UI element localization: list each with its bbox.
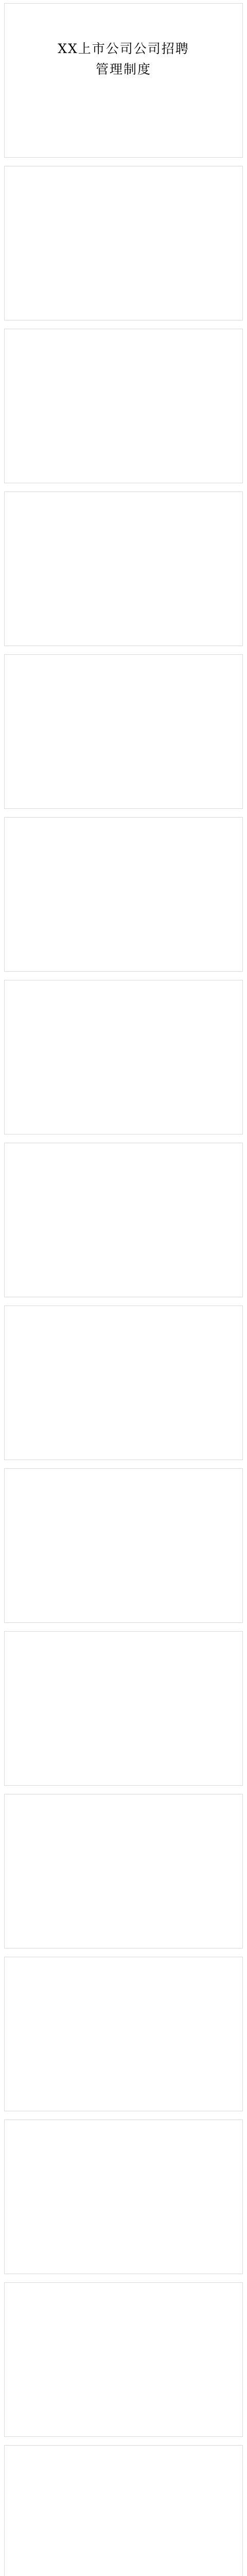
document-page xyxy=(4,1631,243,1786)
document-page xyxy=(4,654,243,809)
document-page xyxy=(4,1143,243,1297)
document-page xyxy=(4,1468,243,1623)
cover-page xyxy=(4,3,243,158)
document-page xyxy=(4,1306,243,1460)
document-page xyxy=(4,1794,243,1948)
document-page xyxy=(4,1957,243,2111)
document-page xyxy=(4,2445,243,2576)
document-page xyxy=(4,2282,243,2437)
document-page xyxy=(4,2120,243,2274)
document-page xyxy=(4,492,243,646)
document-page xyxy=(4,817,243,972)
document-page xyxy=(4,329,243,483)
document-title-line-2: 管理制度 xyxy=(95,62,151,77)
document-page xyxy=(4,980,243,1134)
document-title-line-1: XX上市公司公司招聘 xyxy=(58,41,189,56)
document-page xyxy=(4,166,243,320)
document-title xyxy=(5,39,242,80)
